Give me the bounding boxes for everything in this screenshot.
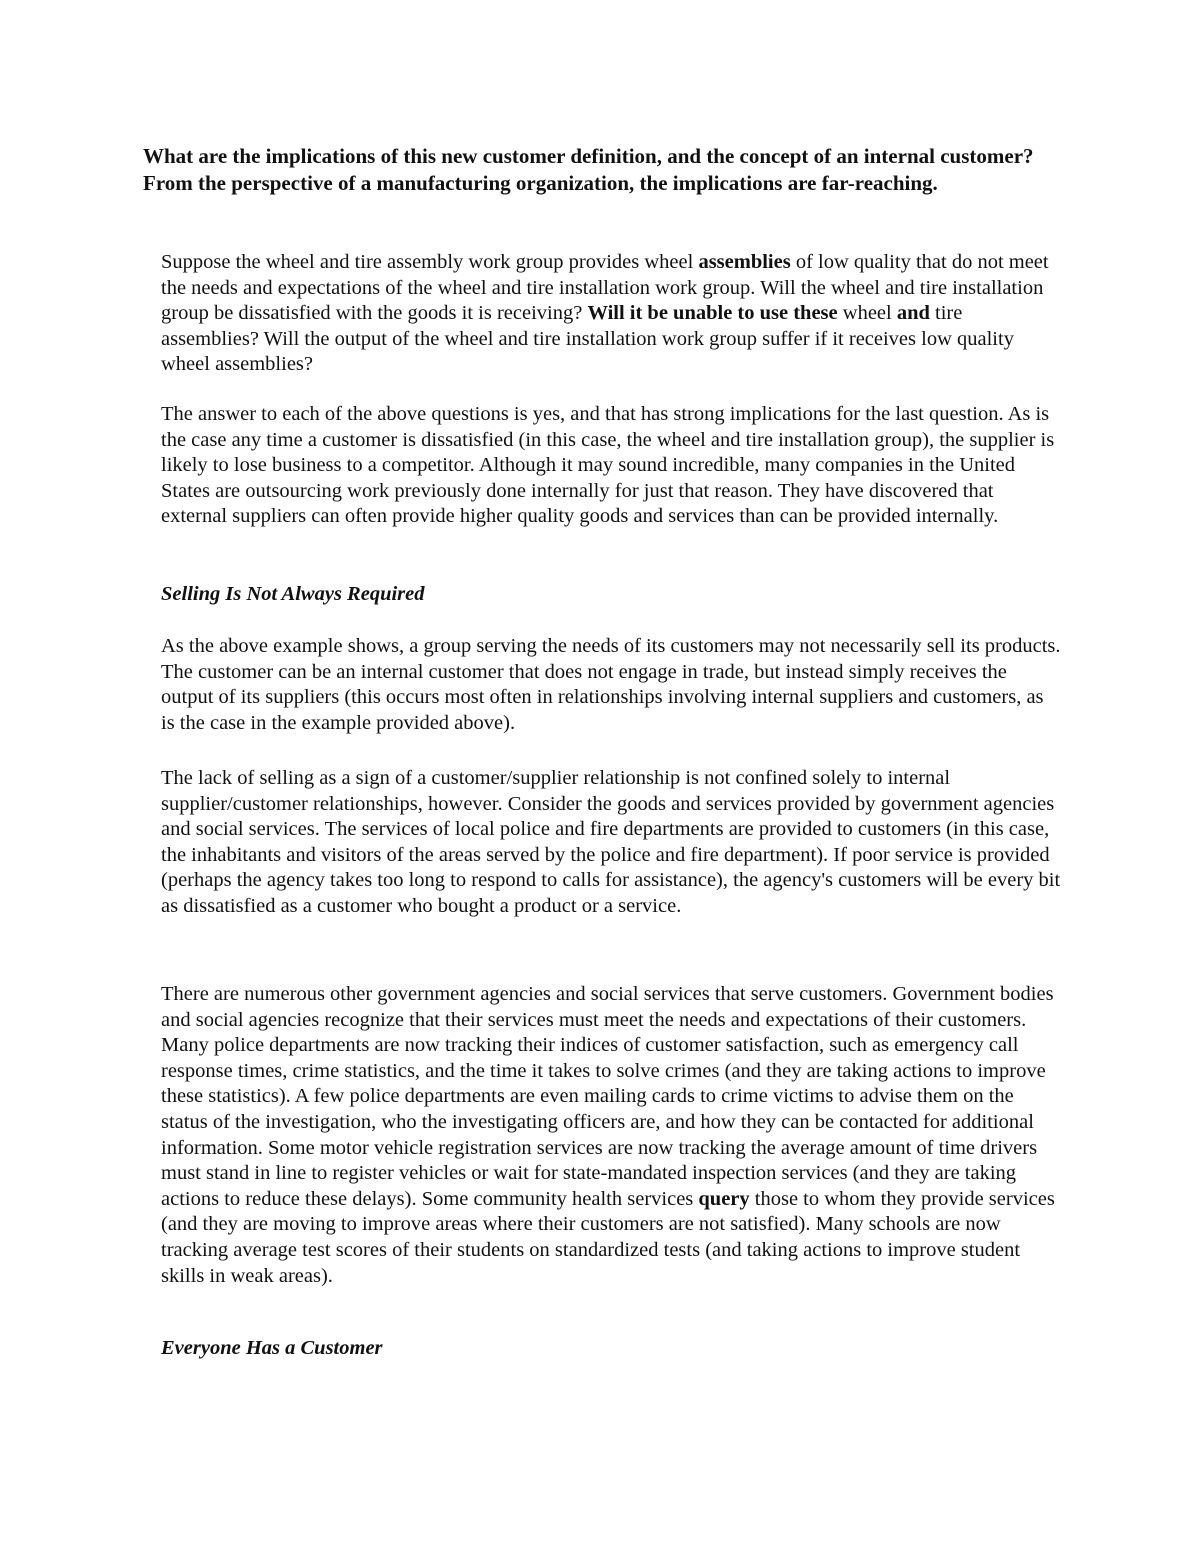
- text-run: tire assemblies? Will the output of the wheel and tire installation work group suffer if it receives low quality wheel assemblies?: [161, 302, 1014, 376]
- section-heading: What are the implications of this new customer definition, and the concept of an internal customer? From the perspective of a manufacturing organization, the implications are far-reaching.: [143, 144, 1034, 195]
- paragraph-lack-of-selling: The lack of selling as a sign of a customer/supplier relationship is not confined solely to internal supplier/customer relationships, however. Consider the goods and services provided by government agencies and social services. The services of local police and fire departments are provided to customers (in this case, the inhabitants and visitors of the areas served by the police and fire department). If poor service is provided (perhaps the agency takes too long to respond to calls for assistance), the agency's customers will be every bit as dissatisfied as a customer who bought a product or a service.: [161, 767, 1061, 917]
- text-run: Suppose the wheel and tire assembly work group provides wheel: [161, 251, 699, 273]
- bold-text-run: and: [896, 302, 930, 325]
- text-run: wheel: [837, 302, 897, 325]
- bold-text-run: assemblies: [698, 251, 791, 273]
- paragraph-selling-example: As the above example shows, a group serving the needs of its customers may not necessarily sell its products. The customer can be an internal customer that does not engage in trade, but instead simply receives the output of its suppliers (this occurs most often in relationships involving internal suppliers and customers, as is the case in the example provided above).: [161, 635, 1061, 734]
- subheading-everyone-has-customer: Everyone Has a Customer: [161, 1337, 383, 1359]
- subheading-selling: Selling Is Not Always Required: [161, 583, 425, 605]
- text-run: of low quality that do not meet the needs and expectations of the wheel and tire installation work group. Will the wheel and tire installation group be dissatisfied with the goods it is receiving?: [161, 251, 1049, 325]
- bold-text-run: Will it be unable to use these: [587, 302, 838, 325]
- text-run: those to whom they provide services (and they are moving to improve areas where their customers are not satisfied). Many schools are now tracking average test scores of their students on standardized tests (and taking actions to improve student skills in weak areas).: [161, 1187, 1055, 1287]
- paragraph-answer: The answer to each of the above questions is yes, and that has strong implications for the last question. As is the case any time a customer is dissatisfied (in this case, the wheel and tire installation group), the supplier is likely to lose business to a competitor. Although it may sound incredible, many companies in the United States are outsourcing work previously done internally for just that reason. They have discovered that external suppliers can often provide higher quality goods and services than can be provided internally.: [161, 403, 1055, 528]
- text-run: There are numerous other government agencies and social services that serve customers. Government bodies and social agencies recognize that their services must meet the needs and expectations of their customers. Many police departments are now tracking their indices of customer satisfaction, such as emergency call response times, crime statistics, and the time it takes to solve crimes (and they are taking actions to improve these statistics). A few police departments are even mailing cards to crime victims to advise them on the status of the investigation, who the investigating officers are, and how they can be contacted for additional information. Some motor vehicle registration services are now tracking the average amount of time drivers must stand in line to register vehicles or wait for state-mandated inspection services (and they are taking actions to reduce these delays). Some community health services: [161, 983, 1054, 1210]
- paragraph-government-agencies: [161, 982, 1061, 1289]
- paragraph-wheel-assembly: [161, 250, 1061, 378]
- bold-text-run: query: [698, 1187, 750, 1210]
